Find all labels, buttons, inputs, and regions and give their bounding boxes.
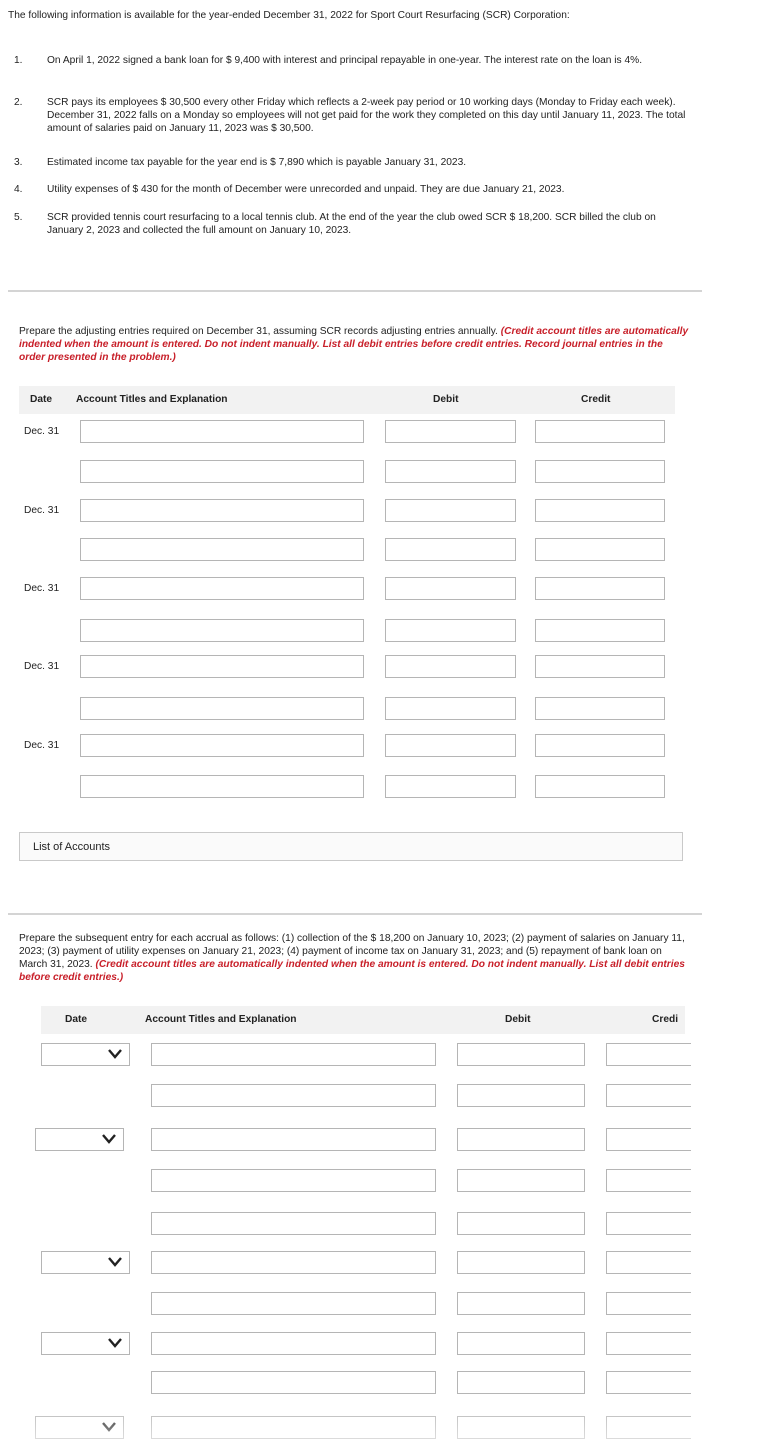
part1-instruction-text: Prepare the adjusting entries required on December 31, assuming SCR records adjusting entries annually. bbox=[19, 326, 498, 337]
credit-input[interactable] bbox=[535, 655, 665, 678]
credit-input[interactable] bbox=[606, 1332, 691, 1355]
account-title-input[interactable] bbox=[151, 1169, 436, 1192]
header-date: Date bbox=[65, 1014, 88, 1025]
item-number: 2. bbox=[14, 97, 23, 108]
credit-input[interactable] bbox=[606, 1371, 691, 1394]
problem-intro: The following information is available for the year-ended December 31, 2022 for Sport Court Resurfacing (SCR) Corporation: bbox=[8, 10, 570, 21]
debit-input[interactable] bbox=[457, 1169, 585, 1192]
divider bbox=[8, 913, 702, 915]
header-debit: Debit bbox=[505, 1014, 531, 1025]
account-title-input[interactable] bbox=[80, 697, 364, 720]
account-title-input[interactable] bbox=[80, 619, 364, 642]
credit-input[interactable] bbox=[606, 1128, 691, 1151]
account-title-input[interactable] bbox=[80, 420, 364, 443]
account-title-input[interactable] bbox=[80, 775, 364, 798]
credit-input[interactable] bbox=[535, 460, 665, 483]
item-text: SCR pays its employees $ 30,500 every other Friday which reflects a 2-week pay period or 10 working days (Monday to Friday each week). December 31, 2022 falls on a Monday so employees will not get paid for the work they completed on this day until January 11, 2023. The total amount of salaries paid on January 11, 2023 was $ 30,500. bbox=[47, 97, 686, 134]
date-select[interactable] bbox=[41, 1251, 130, 1274]
debit-input[interactable] bbox=[457, 1332, 585, 1355]
header-date: Date bbox=[30, 394, 53, 405]
entry-date: Dec. 31 bbox=[24, 740, 60, 751]
header-credit: Credit bbox=[581, 394, 611, 405]
list-of-accounts-label: List of Accounts bbox=[33, 841, 111, 853]
debit-input[interactable] bbox=[385, 655, 516, 678]
chevron-down-icon bbox=[108, 1049, 122, 1059]
credit-input[interactable] bbox=[606, 1212, 691, 1235]
item-number: 5. bbox=[14, 212, 23, 223]
item-number: 3. bbox=[14, 157, 23, 168]
credit-input[interactable] bbox=[535, 734, 665, 757]
item-text: SCR provided tennis court resurfacing to a local tennis club. At the end of the year the club owed SCR $ 18,200. SCR billed the club on January 2, 2023 and collected the full amount on January 10, 2023. bbox=[47, 212, 656, 236]
credit-input[interactable] bbox=[535, 775, 665, 798]
credit-input[interactable] bbox=[606, 1043, 691, 1066]
debit-input[interactable] bbox=[385, 538, 516, 561]
part1-instructions bbox=[19, 325, 691, 364]
account-title-input[interactable] bbox=[80, 460, 364, 483]
debit-input[interactable] bbox=[385, 499, 516, 522]
account-title-input[interactable] bbox=[151, 1128, 436, 1151]
part2-note: (Credit account titles are automatically indented when the amount is entered. Do not indent manually. List all debit entries before credit entries.) bbox=[19, 959, 685, 983]
debit-input[interactable] bbox=[457, 1043, 585, 1066]
account-title-input[interactable] bbox=[80, 655, 364, 678]
date-select[interactable] bbox=[41, 1043, 130, 1066]
account-title-input[interactable] bbox=[151, 1292, 436, 1315]
journal-header bbox=[19, 386, 675, 414]
credit-input[interactable] bbox=[535, 619, 665, 642]
header-credit: Credi bbox=[652, 1014, 679, 1025]
account-title-input[interactable] bbox=[151, 1371, 436, 1394]
divider bbox=[8, 290, 702, 292]
date-select[interactable] bbox=[35, 1128, 124, 1151]
credit-input[interactable] bbox=[606, 1292, 691, 1315]
bottom-fade bbox=[0, 1400, 760, 1456]
debit-input[interactable] bbox=[385, 734, 516, 757]
part2-instructions bbox=[19, 932, 685, 984]
item-text: On April 1, 2022 signed a bank loan for $ 9,400 with interest and principal repayable in one-year. The interest rate on the loan is 4%. bbox=[47, 55, 643, 66]
account-title-input[interactable] bbox=[151, 1043, 436, 1066]
debit-input[interactable] bbox=[385, 420, 516, 443]
chevron-down-icon bbox=[102, 1134, 116, 1144]
account-title-input[interactable] bbox=[151, 1332, 436, 1355]
item-text: Utility expenses of $ 430 for the month of December were unrecorded and unpaid. They are due January 21, 2023. bbox=[47, 184, 565, 195]
header-account: Account Titles and Explanation bbox=[76, 394, 228, 405]
journal-header-2 bbox=[41, 1006, 685, 1034]
credit-input[interactable] bbox=[606, 1251, 691, 1274]
account-title-input[interactable] bbox=[80, 734, 364, 757]
item-text: Estimated income tax payable for the year end is $ 7,890 which is payable January 31, 2023. bbox=[47, 157, 467, 168]
debit-input[interactable] bbox=[385, 460, 516, 483]
part2-instruction-text: Prepare the subsequent entry for each accrual as follows: (1) collection of the $ 18,200 on January 10, 2023; (2) payment of salaries on January 11, 2023; (3) payment of utility expenses on January 21, 2023; (4) payment of income tax on January 31, 2023; and (5) repayment of bank loan on March 31, 2023. bbox=[19, 933, 685, 970]
debit-input[interactable] bbox=[385, 775, 516, 798]
credit-input[interactable] bbox=[606, 1169, 691, 1192]
item-number: 1. bbox=[14, 55, 23, 66]
debit-input[interactable] bbox=[457, 1292, 585, 1315]
entry-date: Dec. 31 bbox=[24, 426, 60, 437]
entry-date: Dec. 31 bbox=[24, 661, 60, 672]
account-title-input[interactable] bbox=[80, 577, 364, 600]
account-title-input[interactable] bbox=[151, 1084, 436, 1107]
debit-input[interactable] bbox=[457, 1128, 585, 1151]
credit-input[interactable] bbox=[606, 1084, 691, 1107]
account-title-input[interactable] bbox=[80, 499, 364, 522]
credit-input[interactable] bbox=[535, 577, 665, 600]
debit-input[interactable] bbox=[457, 1212, 585, 1235]
item-number: 4. bbox=[14, 184, 23, 195]
credit-input[interactable] bbox=[535, 538, 665, 561]
debit-input[interactable] bbox=[457, 1371, 585, 1394]
credit-input[interactable] bbox=[535, 420, 665, 443]
part1-note: (Credit account titles are automatically indented when the amount is entered. Do not indent manually. List all debit entries before credit entries. Record journal entries in the order presented in the problem.) bbox=[19, 326, 689, 363]
list-of-accounts-button[interactable] bbox=[19, 832, 683, 861]
entry-date: Dec. 31 bbox=[24, 505, 60, 516]
credit-input[interactable] bbox=[535, 499, 665, 522]
chevron-down-icon bbox=[108, 1257, 122, 1267]
chevron-down-icon bbox=[108, 1338, 122, 1348]
debit-input[interactable] bbox=[457, 1084, 585, 1107]
account-title-input[interactable] bbox=[151, 1251, 436, 1274]
debit-input[interactable] bbox=[385, 577, 516, 600]
debit-input[interactable] bbox=[385, 619, 516, 642]
account-title-input[interactable] bbox=[151, 1212, 436, 1235]
entry-date: Dec. 31 bbox=[24, 583, 60, 594]
credit-input[interactable] bbox=[535, 697, 665, 720]
header-account: Account Titles and Explanation bbox=[145, 1014, 297, 1025]
account-title-input[interactable] bbox=[80, 538, 364, 561]
debit-input[interactable] bbox=[385, 697, 516, 720]
header-debit: Debit bbox=[433, 394, 459, 405]
date-select[interactable] bbox=[41, 1332, 130, 1355]
debit-input[interactable] bbox=[457, 1251, 585, 1274]
